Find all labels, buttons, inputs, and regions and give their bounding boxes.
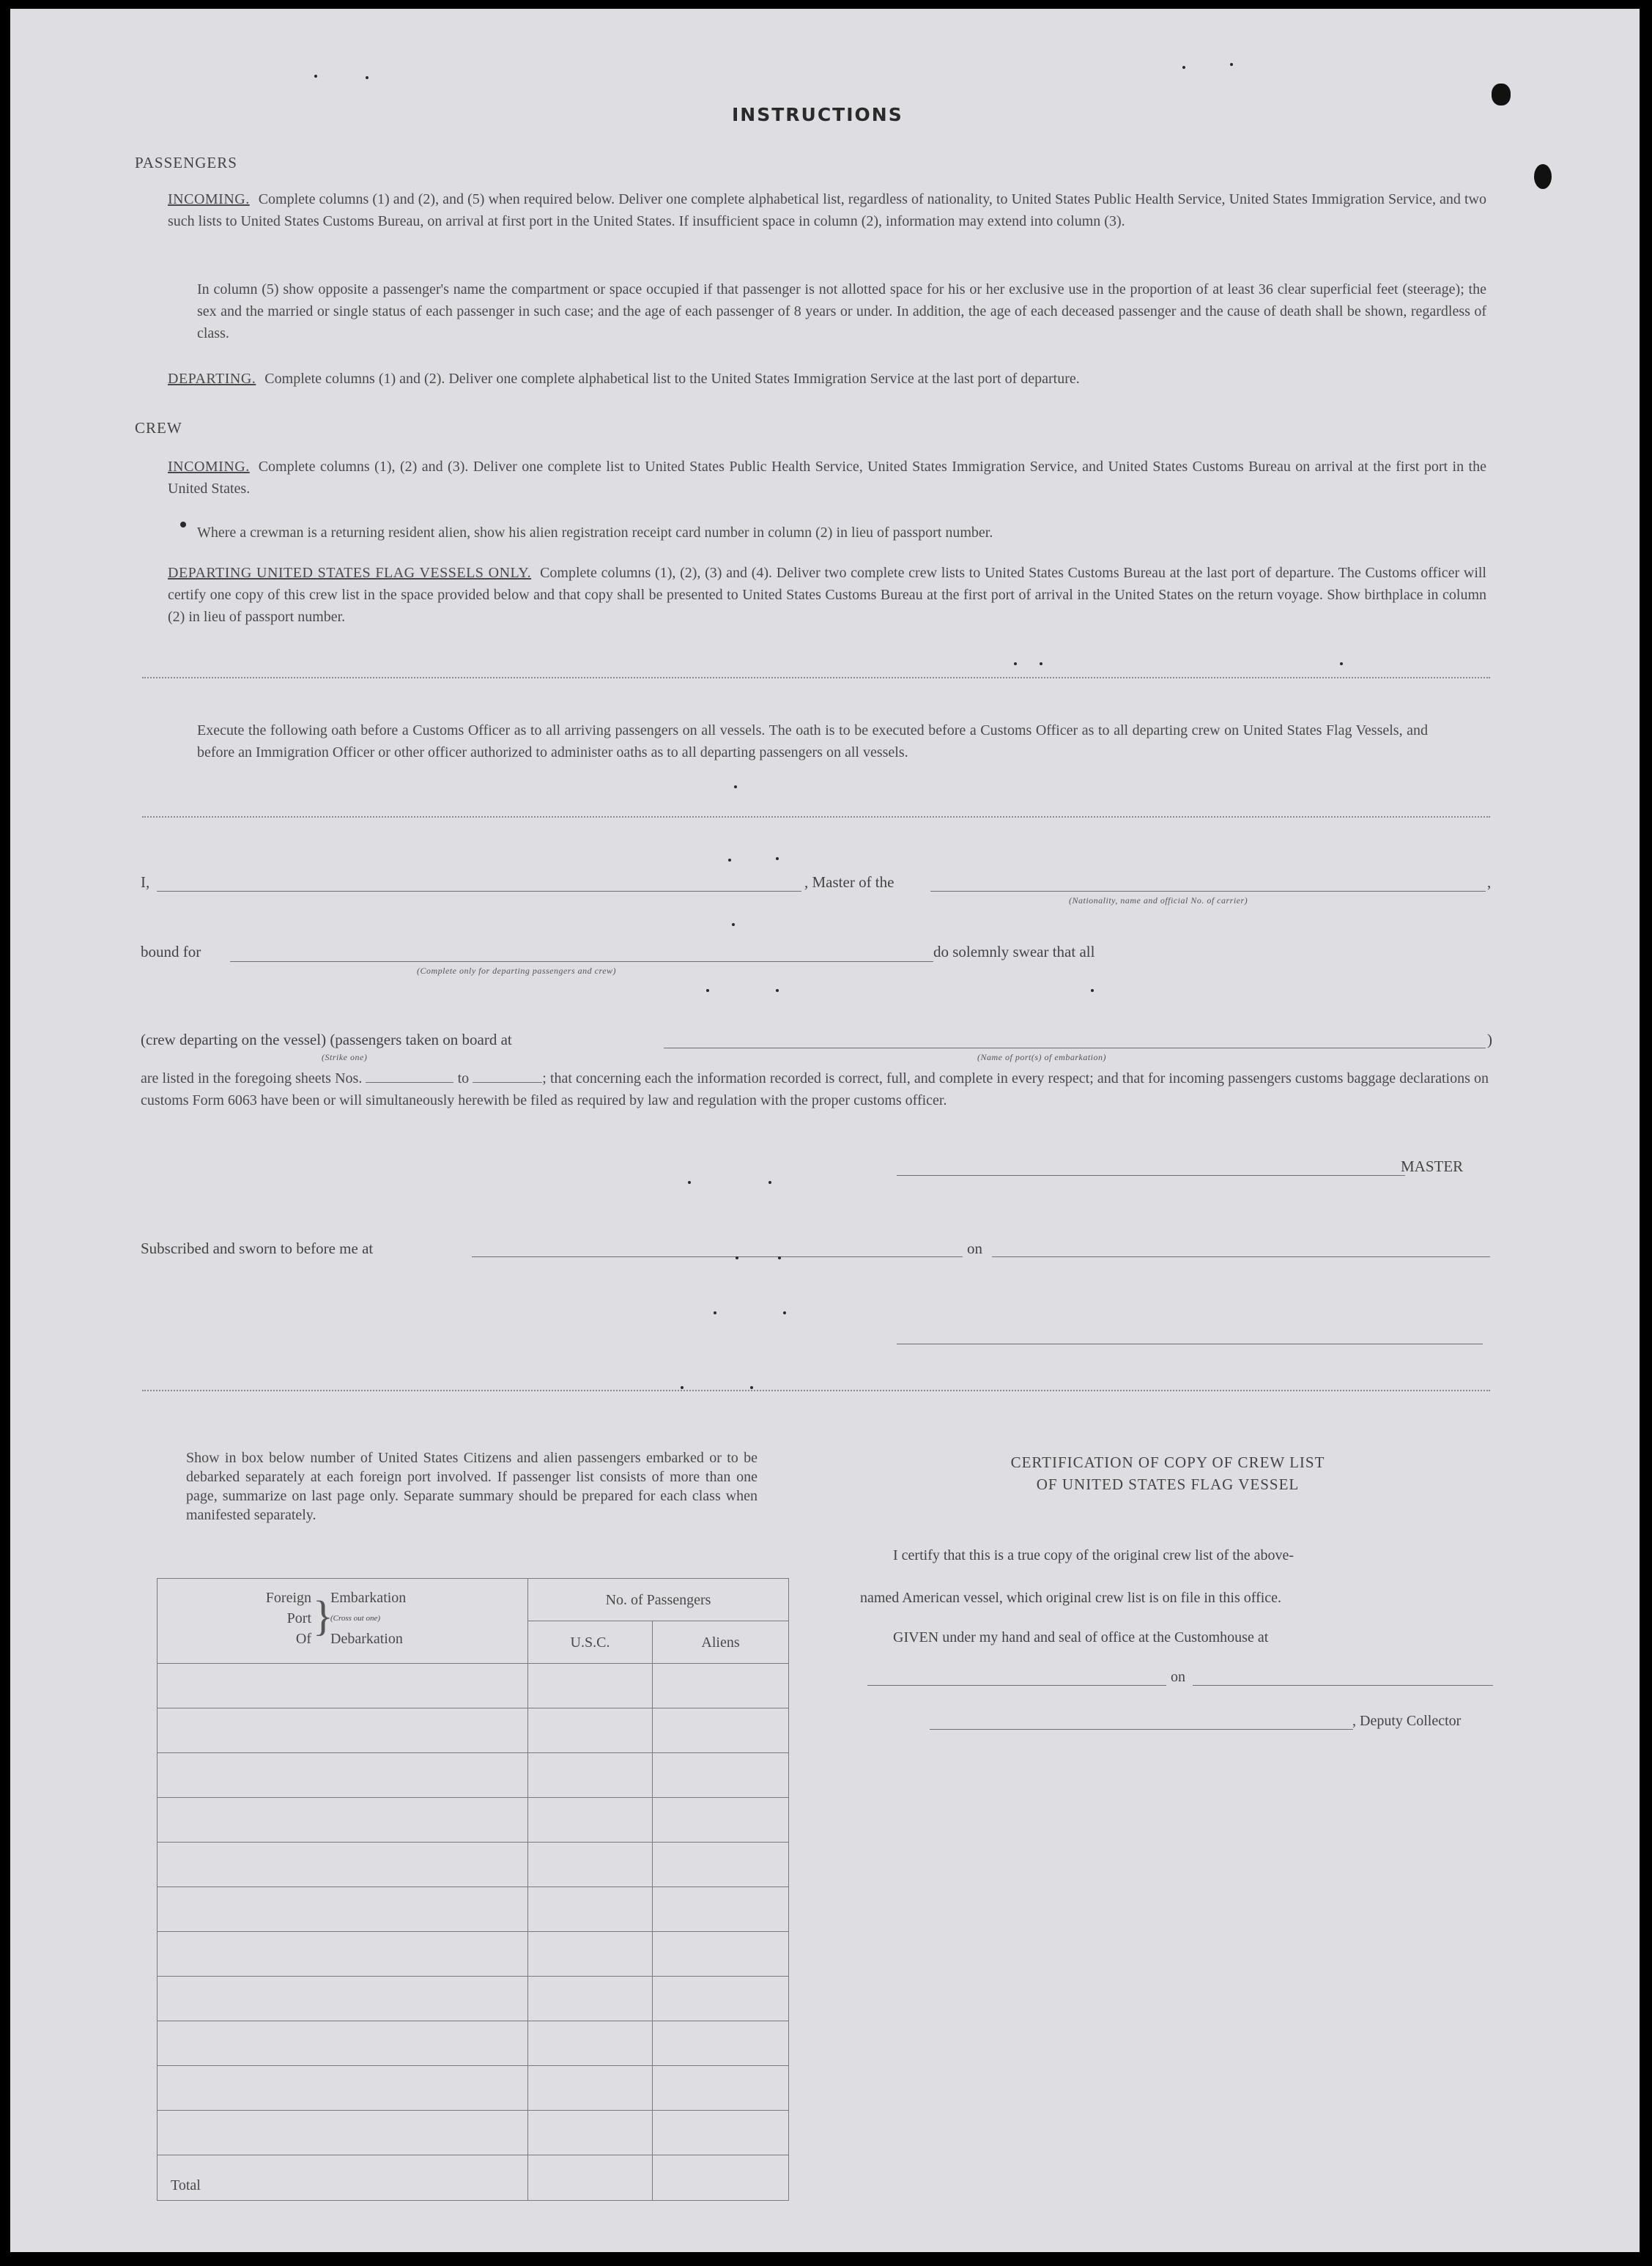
passengers-incoming-text: Complete columns (1) and (2), and (5) when required below. Deliver one complete alphabetical list, regardless of nationality, to United States Public Health Service, United States Immigration Service, and two such lists to United States Customs Bureau, on arrival at first port in the United States. If insufficient space in column (2), information may extend into column (3). [168,191,1486,229]
oath-swear-label: do solemnly swear that all [933,943,1095,960]
scan-blot-mark [1492,84,1511,105]
passengers-incoming-label: INCOMING. [168,191,250,207]
certification-text-line3: GIVEN under my hand and seal of office at the Customhouse at [893,1629,1269,1645]
master-signature-line[interactable] [897,1175,1405,1176]
oath-master-of-label: , Master of the [804,873,894,891]
oath-crew-departing-label: (crew departing on the vessel) (passengers taken on board at [141,1031,512,1048]
passengers-incoming-paragraph [168,188,1486,232]
embarkation-caption: (Name of port(s) of embarkation) [977,1052,1106,1062]
table-row-aliens-cell[interactable] [653,1977,789,2021]
master-name-line[interactable] [157,891,801,892]
oath-listed-text-2: ; that concerning each the information recorded is correct, full, and complete in every respect; and that for incoming passengers customs baggage declarations on customs Form 6063 have been or will simultaneously herewith be filed as required by law and regulation with the proper customs officer. [141,1070,1489,1108]
page-title: INSTRUCTIONS [732,104,903,125]
passengers-departing-text: Complete columns (1) and (2). Deliver one complete alphabetical list to the United States Immigration Service at the last port of departure. [264,371,1080,387]
deputy-collector-label: , Deputy Collector [1352,1713,1462,1729]
sheet-to-field[interactable] [473,1069,542,1083]
table-row-usc-cell[interactable] [528,1843,653,1887]
oath-bound-for-label: bound for [141,943,201,960]
passengers-departing-paragraph [168,368,1486,390]
table-row-usc-cell[interactable] [528,1932,653,1977]
certification-title-line1: CERTIFICATION OF COPY OF CREW LIST [1010,1454,1325,1471]
crew-incoming-text: Complete columns (1), (2) and (3). Deliver one complete list to United States Public Health Service, United States Immigration Service, and United States Customs Bureau on arrival at the first port in the United States. [168,459,1486,497]
passengers-heading: PASSENGERS [135,154,237,171]
table-row-aliens-cell[interactable] [653,1887,789,1932]
table-row-port-cell[interactable] [158,1708,528,1753]
bound-for-caption: (Complete only for departing passengers and crew) [417,966,617,976]
subscribed-label: Subscribed and sworn to before me at [141,1240,374,1257]
certification-text-line1: I certify that this is a true copy of the original crew list of the above- [893,1547,1294,1563]
col-usc-label: U.S.C. [528,1621,653,1664]
table-row-aliens-cell[interactable] [653,2066,789,2111]
col-port-label: Port [286,1610,311,1626]
bound-for-line[interactable] [230,961,933,962]
table-row-usc-cell[interactable] [528,2021,653,2066]
table-row-usc-cell[interactable] [528,1664,653,1708]
table-row-usc-cell[interactable] [528,2066,653,2111]
summary-instructions: Show in box below number of United States Citizens and alien passengers embarked or to be debarked separately at each foreign port involved. If passenger list consists of more than one page, summarize on last page only. Separate summary should be prepared for each class when manifested separately. [186,1450,758,1523]
table-row-usc-cell[interactable] [528,1887,653,1932]
sheet-from-field[interactable] [366,1069,453,1083]
passengers-column5-paragraph: In column (5) show opposite a passenger's name the compartment or space occupied if that passenger is not allotted space for his or her exclusive use in the proportion of at least 36 clear superficial feet (steerage); the sex and the married or single status of each passenger in such case; and the age of each passenger of 8 years or under. In addition, the age of each deceased passenger and the cause of death shall be shown, regardless of class. [197,281,1486,341]
embarkation-close-paren: ) [1487,1031,1492,1048]
table-row-port-cell[interactable] [158,1664,528,1708]
scan-hole-mark [1534,164,1552,189]
col-cross-out-label: (Cross out one) [330,1614,381,1623]
oath-to-label: to [457,1070,470,1086]
table-row-aliens-cell[interactable] [653,1753,789,1798]
certification-date-line[interactable] [1193,1685,1493,1686]
certification-text-line2: named American vessel, which original crew list is on file in this office. [860,1590,1282,1606]
crew-departing-label: DEPARTING UNITED STATES FLAG VESSELS ONLY. [168,565,532,581]
table-row-port-cell[interactable] [158,1843,528,1887]
crew-incoming-label: INCOMING. [168,459,250,475]
customhouse-place-line[interactable] [867,1685,1166,1686]
col-foreign-label: Foreign [265,1590,311,1606]
nationality-caption: (Nationality, name and official No. of carrier) [1069,895,1248,906]
table-row-port-cell[interactable] [158,1977,528,2021]
total-label: Total [158,2155,528,2201]
subscribed-place-line[interactable] [472,1256,963,1257]
col-of-label: Of [295,1631,311,1647]
deputy-signature-line[interactable] [930,1729,1353,1730]
table-row-aliens-cell[interactable] [653,2111,789,2155]
table-row-aliens-cell[interactable] [653,1798,789,1843]
vessel-name-line[interactable] [930,891,1486,892]
table-row-port-cell[interactable] [158,1798,528,1843]
col-no-passengers-label: No. of Passengers [528,1579,789,1621]
crew-incoming-paragraph [168,456,1486,500]
table-row-aliens-cell[interactable] [653,1932,789,1977]
crew-alien-paragraph: Where a crewman is a returning resident alien, show his alien registration receipt card number in column (2) in lieu of passport number. [197,525,993,541]
table-row-port-cell[interactable] [158,2066,528,2111]
oath-divider [142,816,1490,818]
table-row-usc-cell[interactable] [528,1977,653,2021]
subscribed-date-line[interactable] [992,1256,1490,1257]
crew-heading: CREW [135,419,182,437]
table-row-port-cell[interactable] [158,1753,528,1798]
col-debarkation-label: Debarkation [330,1631,403,1647]
port-header-cell [158,1579,528,1664]
subscribed-on-label: on [967,1240,982,1257]
form-page [10,9,1640,2252]
table-row-aliens-cell[interactable] [653,1843,789,1887]
table-row-aliens-cell[interactable] [653,2021,789,2066]
table-row-port-cell[interactable] [158,2021,528,2066]
col-embarkation-label: Embarkation [330,1590,407,1606]
summary-divider [142,1390,1490,1391]
table-row-usc-cell[interactable] [528,1798,653,1843]
table-row-port-cell[interactable] [158,2111,528,2155]
table-row-usc-cell[interactable] [528,1753,653,1798]
passengers-departing-label: DEPARTING. [168,371,256,387]
oath-listed-text-1: are listed in the foregoing sheets Nos. [141,1070,363,1086]
total-aliens-cell[interactable] [653,2155,789,2201]
brace-icon: } [313,1592,333,1640]
certification-title-line2: OF UNITED STATES FLAG VESSEL [1036,1476,1300,1493]
col-aliens-label: Aliens [653,1621,789,1664]
passenger-summary-table [157,1578,789,2201]
table-row-port-cell[interactable] [158,1887,528,1932]
table-row-aliens-cell[interactable] [653,1708,789,1753]
table-row-port-cell[interactable] [158,1932,528,1977]
table-row-usc-cell[interactable] [528,1708,653,1753]
strike-one-caption: (Strike one) [322,1052,368,1062]
oath-intro-paragraph: Execute the following oath before a Customs Officer as to all arriving passengers on all vessels. The oath is to be executed before a Customs Officer as to all departing crew on United States Flag Vessels, and before an Immigration Officer or other officer authorized to administer oaths as to all departing passengers on all vessels. [197,722,1428,760]
crew-departing-paragraph [168,562,1486,628]
oath-listed-paragraph [141,1067,1489,1111]
table-row-aliens-cell[interactable] [653,1664,789,1708]
certification-on-label: on [1171,1669,1185,1685]
total-usc-cell[interactable] [528,2155,653,2201]
table-row-usc-cell[interactable] [528,2111,653,2155]
crew-departing-text: Complete columns (1), (2), (3) and (4). Deliver two complete crew lists to United States Customs Bureau at the last port of departure. The Customs officer will certify one copy of this crew list in the space provided below and that copy shall be presented to United States Customs Bureau at the first port of arrival in the United States on the return voyage. Show birthplace in column (2) in lieu of passport number. [168,565,1486,625]
oath-i-label: I, [141,873,150,891]
vessel-line-comma: , [1487,873,1492,891]
section-divider [142,677,1490,678]
master-signature-label: MASTER [1401,1158,1464,1175]
